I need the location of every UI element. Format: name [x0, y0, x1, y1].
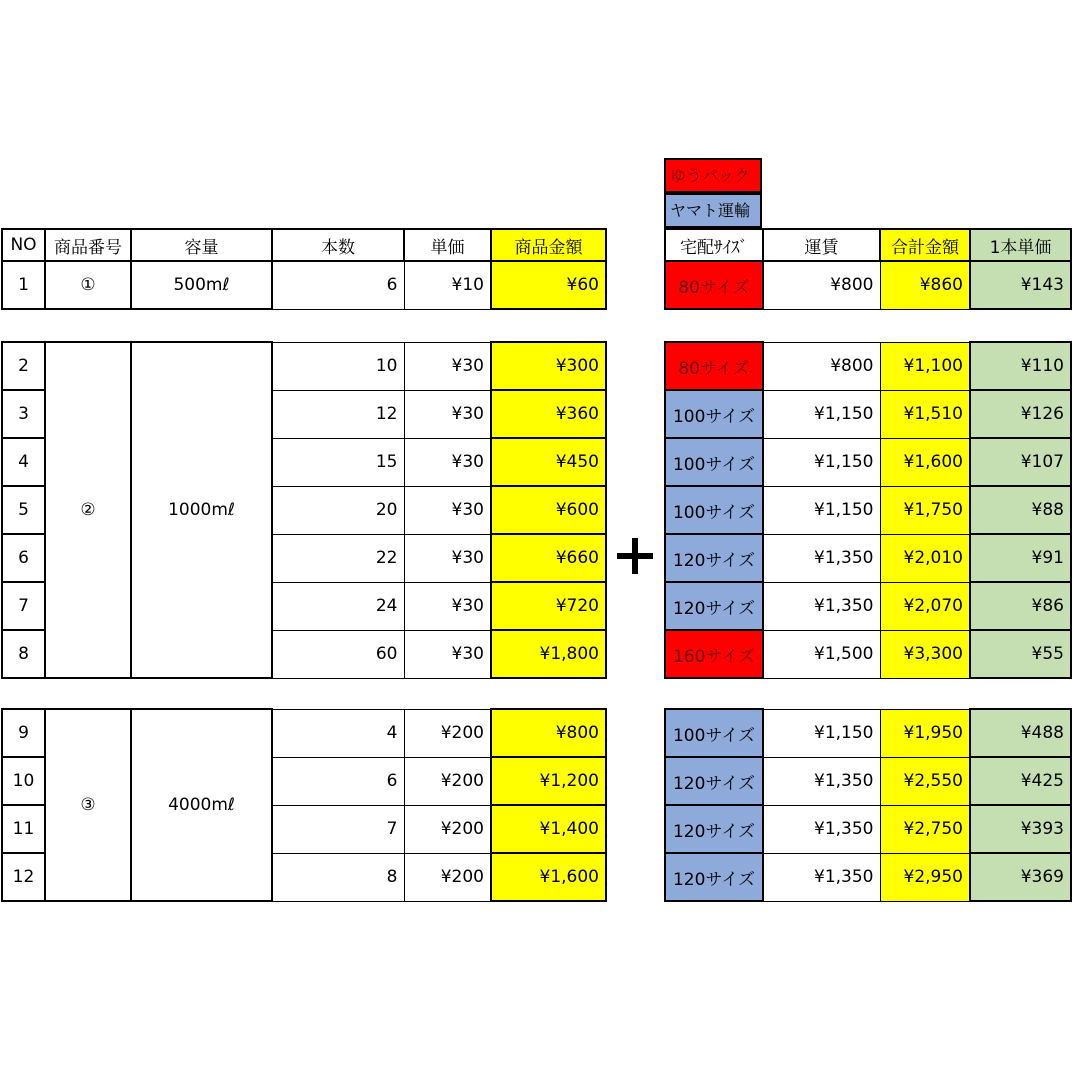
unit-price: ¥30 — [404, 390, 491, 438]
product-amount: ¥300 — [491, 342, 606, 390]
table-row — [665, 805, 1071, 853]
unit-price: ¥30 — [404, 342, 491, 390]
legend-yupack-label: ゆうパック — [670, 166, 751, 185]
unit-price: ¥30 — [404, 534, 491, 582]
table-row — [665, 709, 1071, 757]
fare: ¥1,500 — [763, 630, 880, 678]
legend-yamato — [664, 193, 762, 228]
header-fare: 運賃 — [763, 229, 880, 261]
product-amount: ¥1,400 — [491, 805, 606, 853]
per-bottle-price: ¥91 — [970, 534, 1071, 582]
unit-price: ¥30 — [404, 582, 491, 630]
unit-price: ¥200 — [404, 757, 491, 805]
delivery-size: 100サイズ — [665, 486, 763, 534]
right-table-group-2 — [664, 341, 1072, 679]
product-amount: ¥660 — [491, 534, 606, 582]
delivery-size: 100サイズ — [665, 390, 763, 438]
quantity: 4 — [272, 709, 404, 757]
per-bottle-price: ¥393 — [970, 805, 1071, 853]
header-no: NO — [2, 229, 45, 261]
quantity: 10 — [272, 342, 404, 390]
row-no: 1 — [2, 261, 45, 309]
delivery-size: 80サイズ — [665, 261, 763, 309]
total-amount: ¥2,950 — [880, 853, 970, 901]
per-bottle-price: ¥488 — [970, 709, 1071, 757]
left-table-group-1 — [1, 260, 607, 310]
delivery-size: 120サイズ — [665, 582, 763, 630]
quantity: 8 — [272, 853, 404, 901]
volume: 1000mℓ — [131, 342, 272, 678]
row-no: 9 — [2, 709, 45, 757]
product-amount: ¥60 — [491, 261, 606, 309]
per-bottle-price: ¥143 — [970, 261, 1071, 309]
row-no: 3 — [2, 390, 45, 438]
right-table-group-3 — [664, 708, 1072, 902]
quantity: 15 — [272, 438, 404, 486]
quantity: 20 — [272, 486, 404, 534]
right-header — [664, 228, 1072, 262]
row-no: 2 — [2, 342, 45, 390]
fare: ¥1,350 — [763, 853, 880, 901]
delivery-size: 100サイズ — [665, 709, 763, 757]
per-bottle-price: ¥425 — [970, 757, 1071, 805]
unit-price: ¥10 — [404, 261, 491, 309]
row-no: 4 — [2, 438, 45, 486]
unit-price: ¥30 — [404, 630, 491, 678]
product-amount: ¥1,800 — [491, 630, 606, 678]
product-amount: ¥360 — [491, 390, 606, 438]
per-bottle-price: ¥369 — [970, 853, 1071, 901]
delivery-size: 160サイズ — [665, 630, 763, 678]
table-row — [665, 486, 1071, 534]
total-amount: ¥860 — [880, 261, 970, 309]
table-row — [665, 438, 1071, 486]
header-volume: 容量 — [131, 229, 272, 261]
plus-icon — [617, 538, 653, 574]
table-row — [665, 630, 1071, 678]
total-amount: ¥2,550 — [880, 757, 970, 805]
table-row — [665, 390, 1071, 438]
total-amount: ¥2,010 — [880, 534, 970, 582]
total-amount: ¥1,750 — [880, 486, 970, 534]
header-unit-price: 単価 — [404, 229, 491, 261]
product-number: ② — [45, 342, 131, 678]
quantity: 6 — [272, 261, 404, 309]
product-amount: ¥720 — [491, 582, 606, 630]
right-table-group-1 — [664, 260, 1072, 310]
fare: ¥1,350 — [763, 534, 880, 582]
product-number: ③ — [45, 709, 131, 901]
table-row — [2, 261, 606, 309]
fare: ¥1,350 — [763, 805, 880, 853]
table-row — [665, 261, 1071, 309]
header-product-number: 商品番号 — [45, 229, 131, 261]
delivery-size: 80サイズ — [665, 342, 763, 390]
table-row — [665, 582, 1071, 630]
header-delivery-size: 宅配ｻｲｽﾞ — [665, 229, 763, 261]
quantity: 7 — [272, 805, 404, 853]
fare: ¥800 — [763, 342, 880, 390]
fare: ¥1,350 — [763, 582, 880, 630]
left-table-group-3 — [1, 708, 607, 902]
row-no: 7 — [2, 582, 45, 630]
fare: ¥1,150 — [763, 709, 880, 757]
header-quantity: 本数 — [272, 229, 404, 261]
row-no: 6 — [2, 534, 45, 582]
quantity: 6 — [272, 757, 404, 805]
per-bottle-price: ¥110 — [970, 342, 1071, 390]
per-bottle-price: ¥86 — [970, 582, 1071, 630]
legend-yupack — [664, 158, 762, 193]
total-amount: ¥1,100 — [880, 342, 970, 390]
unit-price: ¥200 — [404, 853, 491, 901]
total-amount: ¥1,950 — [880, 709, 970, 757]
row-no: 5 — [2, 486, 45, 534]
total-amount: ¥3,300 — [880, 630, 970, 678]
product-amount: ¥450 — [491, 438, 606, 486]
unit-price: ¥30 — [404, 486, 491, 534]
product-amount: ¥1,600 — [491, 853, 606, 901]
row-no: 12 — [2, 853, 45, 901]
unit-price: ¥200 — [404, 709, 491, 757]
delivery-size: 100サイズ — [665, 438, 763, 486]
per-bottle-price: ¥55 — [970, 630, 1071, 678]
delivery-size: 120サイズ — [665, 757, 763, 805]
left-header — [1, 228, 607, 262]
fare: ¥1,150 — [763, 438, 880, 486]
left-table-group-2 — [1, 341, 607, 679]
quantity: 12 — [272, 390, 404, 438]
unit-price: ¥200 — [404, 805, 491, 853]
total-amount: ¥2,070 — [880, 582, 970, 630]
header-total-amount: 合計金額 — [880, 229, 970, 261]
table-row — [2, 342, 606, 390]
table-row — [665, 342, 1071, 390]
per-bottle-price: ¥107 — [970, 438, 1071, 486]
fare: ¥1,150 — [763, 486, 880, 534]
table-row — [665, 757, 1071, 805]
row-no: 10 — [2, 757, 45, 805]
total-amount: ¥2,750 — [880, 805, 970, 853]
product-amount: ¥1,200 — [491, 757, 606, 805]
per-bottle-price: ¥126 — [970, 390, 1071, 438]
header-product-amount: 商品金額 — [491, 229, 606, 261]
total-amount: ¥1,600 — [880, 438, 970, 486]
total-amount: ¥1,510 — [880, 390, 970, 438]
delivery-size: 120サイズ — [665, 853, 763, 901]
fare: ¥1,150 — [763, 390, 880, 438]
legend-yamato-label: ヤマト運輸 — [670, 201, 751, 220]
table-row — [665, 534, 1071, 582]
volume: 4000mℓ — [131, 709, 272, 901]
per-bottle-price: ¥88 — [970, 486, 1071, 534]
row-no: 11 — [2, 805, 45, 853]
delivery-size: 120サイズ — [665, 534, 763, 582]
delivery-size: 120サイズ — [665, 805, 763, 853]
quantity: 24 — [272, 582, 404, 630]
fare: ¥800 — [763, 261, 880, 309]
header-per-bottle: 1本単価 — [970, 229, 1071, 261]
fare: ¥1,350 — [763, 757, 880, 805]
product-amount: ¥600 — [491, 486, 606, 534]
unit-price: ¥30 — [404, 438, 491, 486]
quantity: 22 — [272, 534, 404, 582]
table-row — [665, 853, 1071, 901]
product-amount: ¥800 — [491, 709, 606, 757]
product-number: ① — [45, 261, 131, 309]
volume: 500mℓ — [131, 261, 272, 309]
table-row — [2, 709, 606, 757]
row-no: 8 — [2, 630, 45, 678]
quantity: 60 — [272, 630, 404, 678]
